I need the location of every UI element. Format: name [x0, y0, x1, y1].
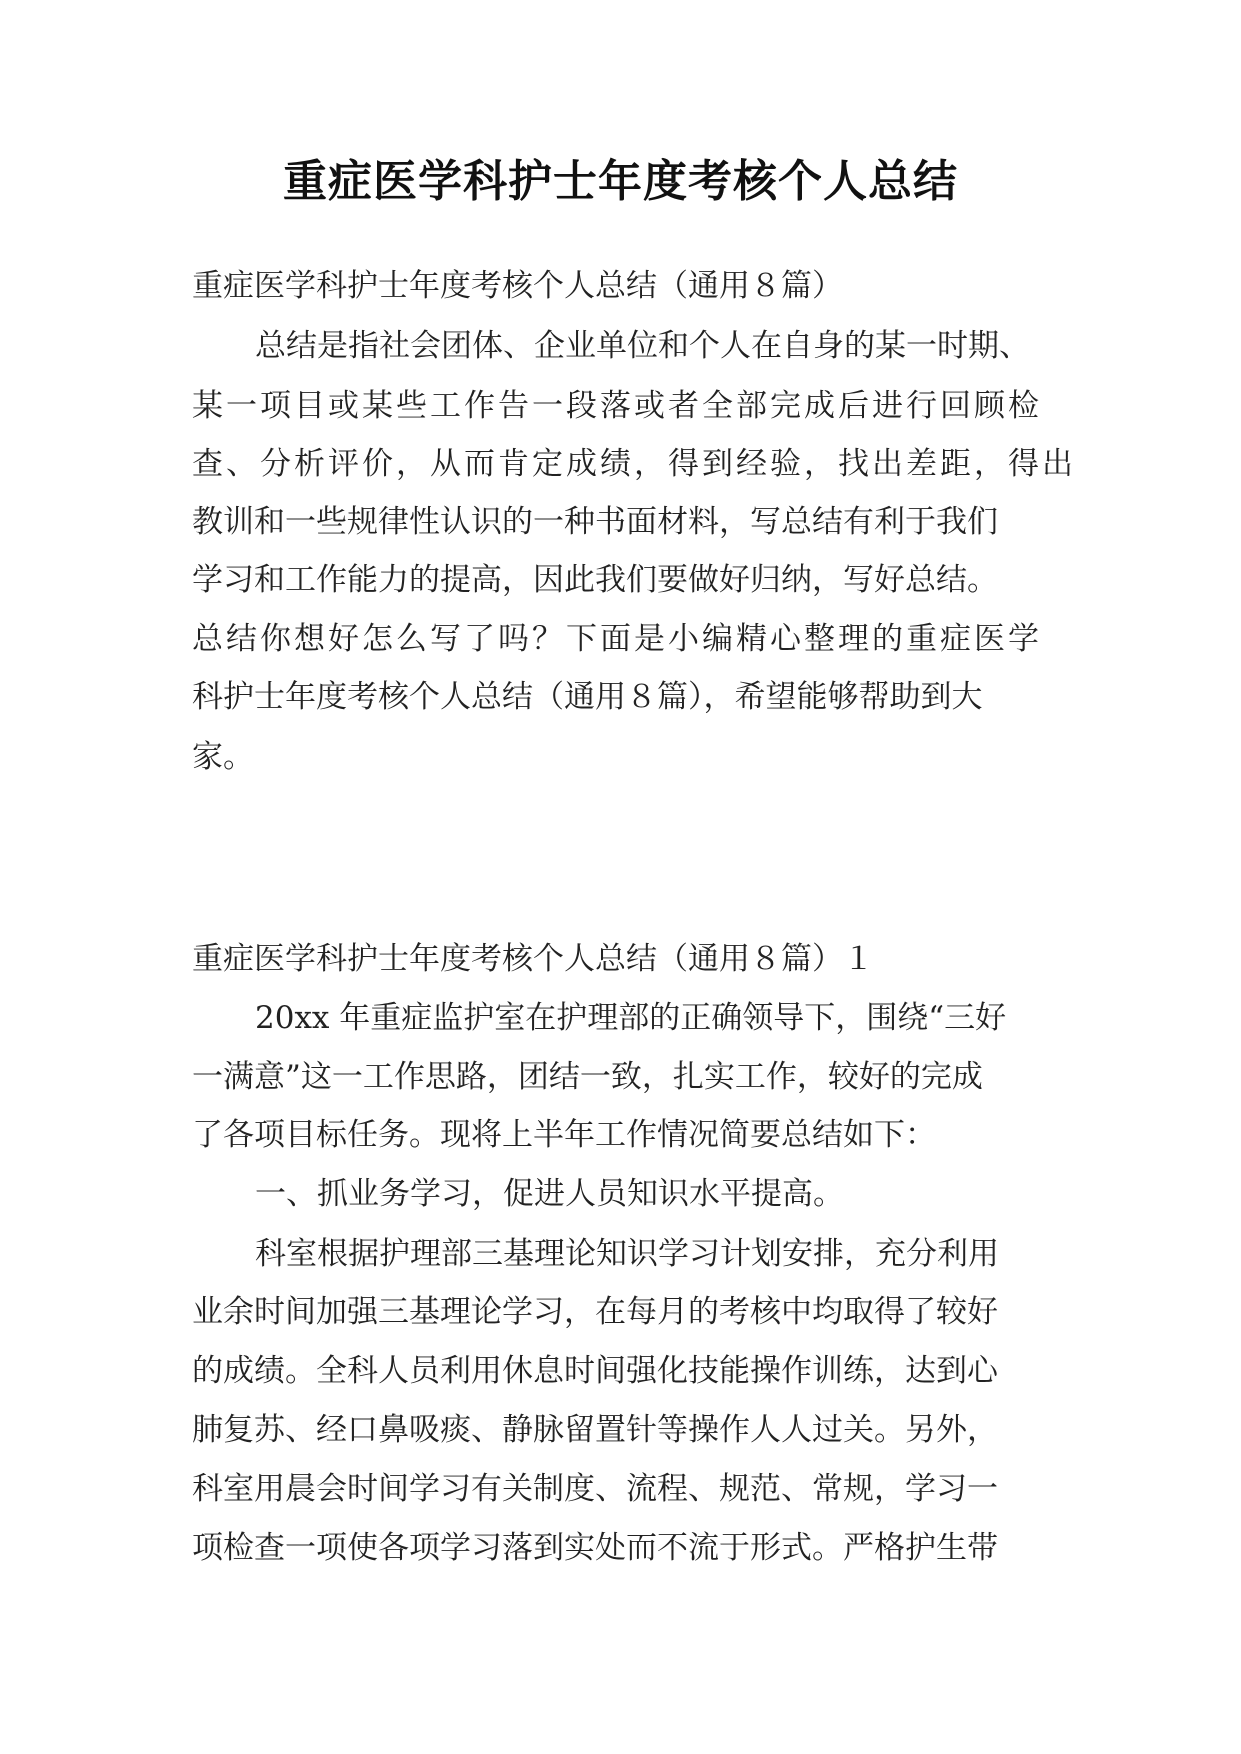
- section-line: 20xx 年重症监护室在护理部的正确领导下，围绕“三好: [255, 1000, 1007, 1036]
- intro-line: 学习和工作能力的提高，因此我们要做好归纳，写好总结。: [192, 562, 998, 598]
- point-line: 科室用晨会时间学习有关制度、流程、规范、常规，学习一: [192, 1471, 998, 1507]
- intro-line: 总结是指社会团体、企业单位和个人在自身的某一时期、: [255, 328, 1030, 364]
- section-line: 一满意”这一工作思路，团结一致，扎实工作，较好的完成: [192, 1059, 983, 1095]
- intro-line: 总结你想好怎么写了吗？下面是小编精心整理的重症医学: [192, 621, 1042, 657]
- point-line: 的成绩。全科人员利用休息时间强化技能操作训练，达到心: [192, 1353, 998, 1389]
- document-title: 重症医学科护士年度考核个人总结: [283, 156, 958, 207]
- document-subtitle: 重症医学科护士年度考核个人总结（通用８篇）: [192, 268, 843, 304]
- point-line: 肺复苏、经口鼻吸痰、静脉留置针等操作人人过关。另外，: [192, 1412, 998, 1448]
- point-heading: 一、抓业务学习，促进人员知识水平提高。: [255, 1176, 844, 1212]
- point-line: 科室根据护理部三基理论知识学习计划安排，充分利用: [255, 1236, 999, 1272]
- intro-line: 查、分析评价，从而肯定成绩，得到经验，找出差距，得出: [192, 446, 1076, 482]
- section-line: 了各项目标任务。现将上半年工作情况简要总结如下：: [192, 1117, 936, 1153]
- intro-line: 科护士年度考核个人总结（通用８篇），希望能够帮助到大: [192, 679, 983, 715]
- intro-line: 某一项目或某些工作告一段落或者全部完成后进行回顾检: [192, 388, 1042, 424]
- point-line: 业余时间加强三基理论学习，在每月的考核中均取得了较好: [192, 1294, 998, 1330]
- section-heading: 重症医学科护士年度考核个人总结（通用８篇）１: [192, 941, 874, 977]
- point-line: 项检查一项使各项学习落到实处而不流于形式。严格护生带: [192, 1530, 998, 1566]
- intro-line: 教训和一些规律性认识的一种书面材料，写总结有利于我们: [192, 504, 998, 540]
- intro-line: 家。: [192, 739, 254, 775]
